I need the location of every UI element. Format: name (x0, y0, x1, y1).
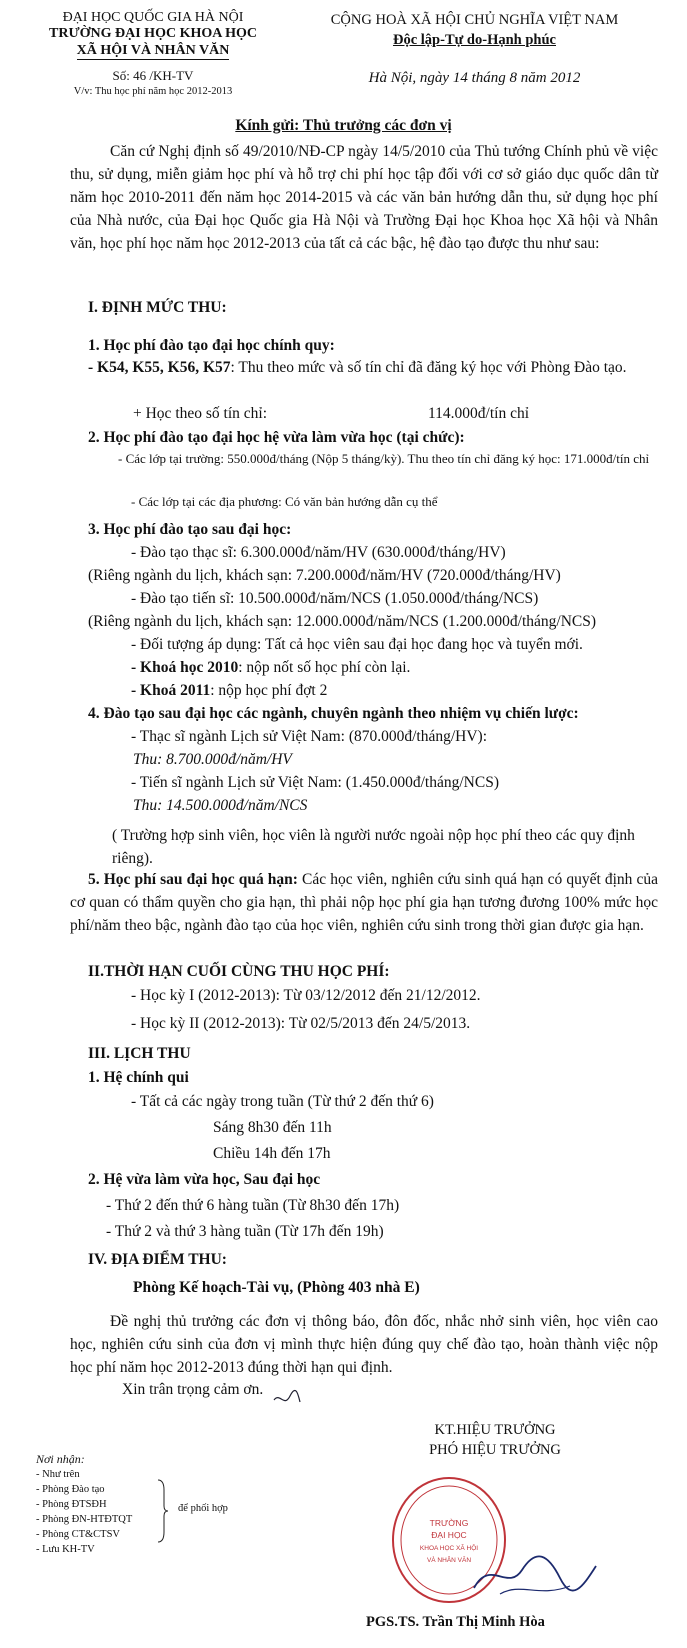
s1-p4-b-thu: Thu: 14.500.000đ/năm/NCS (133, 797, 308, 814)
s1-p4-b: - Tiến sĩ ngành Lịch sử Việt Nam: (1.450.000đ/tháng/NCS) (131, 774, 499, 791)
s1-p4-a: - Thạc sĩ ngành Lịch sử Việt Nam: (870.000đ/tháng/HV): (131, 728, 488, 745)
s3-p2-title: 2. Hệ vừa làm vừa học, Sau đại học (88, 1171, 321, 1188)
doc-date: Hà Nội, ngày 14 tháng 8 năm 2012 (368, 70, 581, 86)
s1-p4-title: 4. Đào tạo sau đại học các ngành, chuyên ngành theo nhiệm vụ chiến lược: (88, 705, 579, 722)
national-block (272, 10, 677, 88)
section-1-title: I. ĐỊNH MỨC THU: (88, 299, 227, 316)
recipients-note: để phối hợp (178, 1503, 228, 1514)
section-2-title: II.THỜI HẠN CUỐI CÙNG THU HỌC PHÍ: (88, 963, 390, 980)
thanks-line: Xin trân trọng cảm ơn. (122, 1381, 264, 1398)
svg-text:ĐẠI HỌC: ĐẠI HỌC (431, 1530, 467, 1540)
doc-subject: V/v: Thu học phí năm học 2012-2013 (73, 86, 233, 97)
s2-a: - Học kỳ I (2012-2013): Từ 03/12/2012 đến 21/12/2012. (131, 987, 481, 1004)
recipient-3: - Phòng ĐTSĐH (36, 1499, 107, 1510)
s2-b: - Học kỳ II (2012-2013): Từ 02/5/2013 đến 24/5/2013. (131, 1015, 471, 1032)
s1-p3-g: - Khoá 2011: nộp học phí đợt 2 (131, 682, 328, 699)
recipients-block (36, 1452, 132, 1557)
sign-role-1: KT.HIỆU TRƯỞNG (434, 1422, 556, 1438)
greeting: Kính gửi: Thủ trưởng các đơn vị (235, 117, 452, 134)
svg-text:VÀ NHÂN VĂN: VÀ NHÂN VĂN (426, 1557, 472, 1564)
s3-p2-b: - Thứ 2 và thứ 3 hàng tuần (Từ 17h đến 19h) (106, 1223, 384, 1240)
doc-number: Số: 46 /KH-TV (112, 68, 194, 83)
recipient-6: - Lưu KH-TV (36, 1544, 95, 1555)
recipient-1: - Như trên (36, 1469, 80, 1480)
recipient-4: - Phòng ĐN-HTĐTQT (36, 1514, 133, 1525)
svg-text:KHOA HỌC XÃ HỘI: KHOA HỌC XÃ HỘI (419, 1545, 479, 1552)
s1-p3-title: 3. Học phí đào tạo sau đại học: (88, 521, 292, 538)
s1-p3-a: - Đào tạo thạc sĩ: 6.300.000đ/năm/HV (630.000đ/tháng/HV) (131, 544, 506, 561)
s1-p2-title: 2. Học phí đào tạo đại học hệ vừa làm vừa học (tại chức): (88, 429, 465, 446)
s1-p5: 5. Học phí sau đại học quá hạn: Các học viên, nghiên cứu sinh quá hạn có quyết định của cơ quan có thẩm quyền cho gia hạn, thì phải nộp học phí gia hạn tương đương 100% mức học phí/năm theo bậc, ngành đào tạo của học viên, nghiên cứu sinh trong thời gian được gia hạn. (70, 871, 658, 934)
s1-p1-title: 1. Học phí đào tạo đại học chính quy: (88, 337, 335, 354)
national-title: CỘNG HOÀ XÃ HỘI CHỦ NGHĨA VIỆT NAM (330, 12, 619, 28)
s3-p1-a: - Tất cả các ngày trong tuần (Từ thứ 2 đến thứ 6) (131, 1093, 434, 1110)
initial-mark (272, 1386, 302, 1410)
s1-p3-e: - Đối tượng áp dụng: Tất cả học viên sau đại học đang học và tuyển mới. (131, 636, 583, 653)
s1-p3-d: (Riêng ngành du lịch, khách sạn: 12.000.000đ/năm/NCS (1.200.000đ/tháng/NCS) (88, 613, 597, 630)
sign-role-2: PHÓ HIỆU TRƯỞNG (429, 1442, 561, 1458)
s1-p2-b: - Các lớp tại các địa phương: Có văn bản hướng dẫn cụ thể (131, 494, 438, 509)
s1-p3-c: - Đào tạo tiến sĩ: 10.500.000đ/năm/NCS (1.050.000đ/tháng/NCS) (131, 590, 539, 607)
s3-p1-b: Sáng 8h30 đến 11h (213, 1119, 332, 1136)
s3-p1-c: Chiều 14h đến 17h (213, 1145, 331, 1162)
closing-paragraph: Đề nghị thủ trưởng các đơn vị thông báo, đôn đốc, nhắc nhở sinh viên, học viên cao học, nghiên cứu sinh của đơn vị mình thực hiện đúng quy chế đào tạo, hoàn thành việc nộp học phí năm học 2012-2013 đúng thời hạn qui định. (70, 1313, 658, 1376)
s1-credit-value: 114.000đ/tín chỉ (428, 405, 530, 422)
intro-paragraph: Căn cứ Nghị định số 49/2010/NĐ-CP ngày 14/5/2010 của Thủ tướng Chính phủ về việc thu, sử dụng, miễn giảm học phí và hỗ trợ chi phí học tập đối với cơ sở giáo dục quốc dân từ năm học 2010-2011 đến năm học 2014-2015 và các văn bản hướng dẫn thu, sử dụng học phí của Nhà nước, của Đại học Quốc gia Hà Nội và Trường Đại học Khoa học Xã hội và Nhân văn, học phí học năm học 2012-2013 của tất cả các bậc, hệ đào tạo được thu như sau: (70, 143, 658, 252)
recipients-title: Nơi nhận: (36, 1452, 85, 1466)
recipients-brace (156, 1478, 170, 1544)
national-motto: Độc lập-Tự do-Hạnh phúc (392, 32, 556, 48)
s1-p4-a-thu: Thu: 8.700.000đ/năm/HV (133, 751, 292, 768)
s3-p2-a: - Thứ 2 đến thứ 6 hàng tuần (Từ 8h30 đến 17h) (106, 1197, 400, 1214)
recipient-2: - Phòng Đào tạo (36, 1484, 105, 1495)
handwritten-signature (470, 1548, 600, 1602)
signature-roles (376, 1420, 614, 1460)
signer-name: PGS.TS. Trần Thị Minh Hòa (366, 1614, 545, 1630)
section-4-title: IV. ĐỊA ĐIỂM THU: (88, 1251, 227, 1268)
s1-p2-a: - Các lớp tại trường: 550.000đ/tháng (Nộp 5 tháng/kỳ). Thu theo tín chỉ đăng ký học: 171.000đ/tín chỉ (118, 451, 650, 466)
issuer-line3: XÃ HỘI VÀ NHÂN VĂN (76, 43, 230, 58)
s1-p3-b: (Riêng ngành du lịch, khách sạn: 7.200.000đ/năm/HV (720.000đ/tháng/HV) (88, 567, 561, 584)
s4-place: Phòng Kế hoạch-Tài vụ, (Phòng 403 nhà E) (133, 1279, 420, 1296)
section-3-title: III. LỊCH THU (88, 1045, 191, 1062)
svg-text:TRƯỜNG: TRƯỜNG (429, 1518, 469, 1528)
recipient-5: - Phòng CT&CTSV (36, 1529, 121, 1540)
issuer-block (28, 10, 278, 100)
s1-p3-f: - Khoá học 2010: nộp nốt số học phí còn lại. (131, 659, 411, 676)
issuer-line2: TRƯỜNG ĐẠI HỌC KHOA HỌC (49, 26, 257, 41)
s1-p1-body: - K54, K55, K56, K57: Thu theo mức và số tín chỉ đã đăng ký học với Phòng Đào tạo. (88, 359, 627, 376)
s1-p4-note: ( Trường hợp sinh viên, học viên là người nước ngoài nộp học phí theo các quy định riêng). (112, 827, 635, 867)
s1-credit-label: + Học theo số tín chỉ: (133, 405, 268, 422)
s3-p1-title: 1. Hệ chính qui (88, 1069, 189, 1086)
issuer-line1: ĐẠI HỌC QUỐC GIA HÀ NỘI (62, 10, 244, 25)
